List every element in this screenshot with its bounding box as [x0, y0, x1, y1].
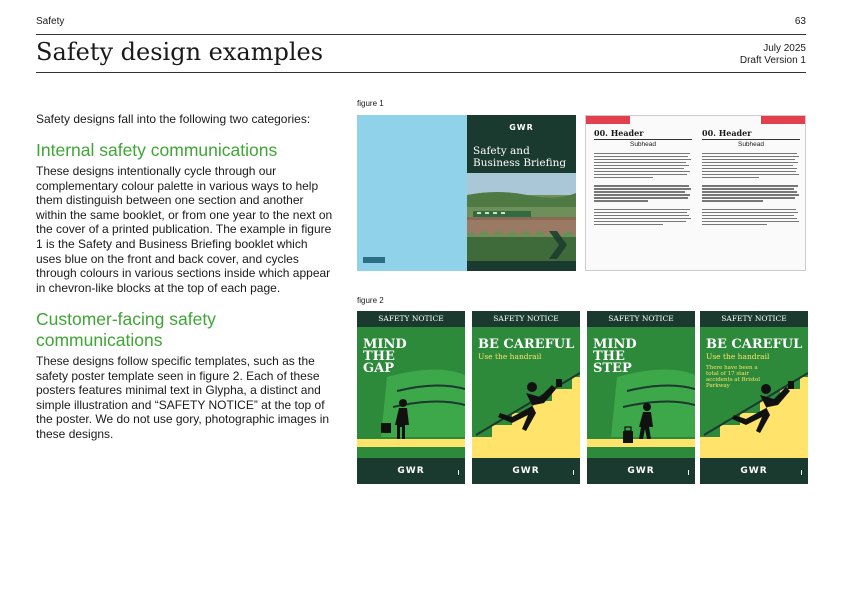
poster-be-careful	[472, 311, 580, 484]
poster-footer	[357, 458, 465, 484]
poster-be-careful-stat	[700, 311, 808, 484]
spread-column-left	[594, 128, 692, 227]
header-rule	[36, 34, 806, 35]
page-number: 63	[794, 16, 806, 27]
spread-column-right	[702, 128, 800, 227]
train-step-illustration	[587, 367, 695, 459]
train-gap-illustration	[357, 367, 465, 459]
back-cover-logo	[363, 257, 385, 263]
customer-body: These designs follow specific templates, such as the safety poster template seen in figure 2. Each of these posters features minimal text in Glypha, a distinct and simple illustration and “SAFETY NOTICE” at the top of the poster. We do not use gory, photographic images in these designs.	[36, 354, 330, 441]
internal-heading: Internal safety communications	[36, 140, 278, 160]
column-header: 00. Header	[594, 128, 692, 140]
poster-headline: MIND THE GAP	[363, 337, 407, 376]
cover-viaduct-photo	[467, 173, 576, 261]
document-meta	[740, 43, 806, 67]
poster-logo: GWR	[627, 466, 655, 476]
cover-title: Safety and Business Briefing	[473, 145, 567, 169]
poster-footer	[472, 458, 580, 484]
cover-footer-band	[467, 261, 576, 271]
poster-mind-the-gap	[357, 311, 465, 484]
poster-notice-banner: SAFETY NOTICE	[700, 311, 808, 327]
poster-subline: Use the handrail	[478, 352, 542, 361]
poster-notice-banner: SAFETY NOTICE	[587, 311, 695, 327]
customer-heading: Customer-facing safety communications	[36, 309, 216, 350]
poster-headline: MIND THE STEP	[593, 337, 637, 376]
page-title: Safety design examples	[36, 38, 324, 66]
doc-version: Draft Version 1	[739, 55, 806, 66]
booklet-cover	[357, 115, 576, 271]
figure1-label: figure 1	[357, 99, 384, 108]
column-subhead: Subhead	[737, 141, 765, 148]
poster-stat-note: There have been a total of 17 stair accidents at Bristol Parkway	[706, 365, 761, 389]
stairs-fall-illustration	[472, 367, 580, 459]
poster-headline: BE CAREFUL	[478, 337, 575, 352]
body-text-lines	[702, 153, 800, 225]
section-label: Safety	[36, 16, 65, 27]
intro-text: Safety designs fall into the following two categories:	[36, 112, 311, 126]
booklet-back-cover	[357, 115, 467, 271]
poster-subline: Use the handrail	[706, 352, 770, 361]
poster-mind-the-step	[587, 311, 695, 484]
booklet-front-cover	[467, 115, 576, 271]
stairs-fall-illustration	[700, 367, 808, 459]
column-header: 00. Header	[702, 128, 800, 140]
chevron-block-left	[586, 116, 630, 124]
poster-logo: GWR	[512, 466, 540, 476]
poster-logo: GWR	[740, 466, 768, 476]
poster-notice-banner: SAFETY NOTICE	[472, 311, 580, 327]
poster-notice-banner: SAFETY NOTICE	[357, 311, 465, 327]
body-text-lines	[594, 153, 692, 225]
cover-logo: GWR	[509, 123, 534, 132]
poster-headline: BE CAREFUL	[706, 337, 803, 352]
column-subhead: Subhead	[629, 141, 657, 148]
booklet-spread	[585, 115, 806, 271]
doc-date: July 2025	[763, 43, 806, 54]
poster-footer	[587, 458, 695, 484]
figure2-label: figure 2	[357, 296, 384, 305]
internal-body: These designs intentionally cycle through our complementary colour palette in various ways to help them distinguish between one section and another within the same booklet, or from one year to the next on the cover of a printed publication. The example in figure 1 is the Safety and Business Briefing booklet which uses blue on the front and back cover, and cycles through colours in various sections inside which appear in chevron-like blocks at the top of each page.	[36, 164, 333, 295]
chevron-block-right	[761, 116, 805, 124]
poster-logo: GWR	[397, 466, 425, 476]
title-rule	[36, 72, 806, 73]
poster-footer	[700, 458, 808, 484]
